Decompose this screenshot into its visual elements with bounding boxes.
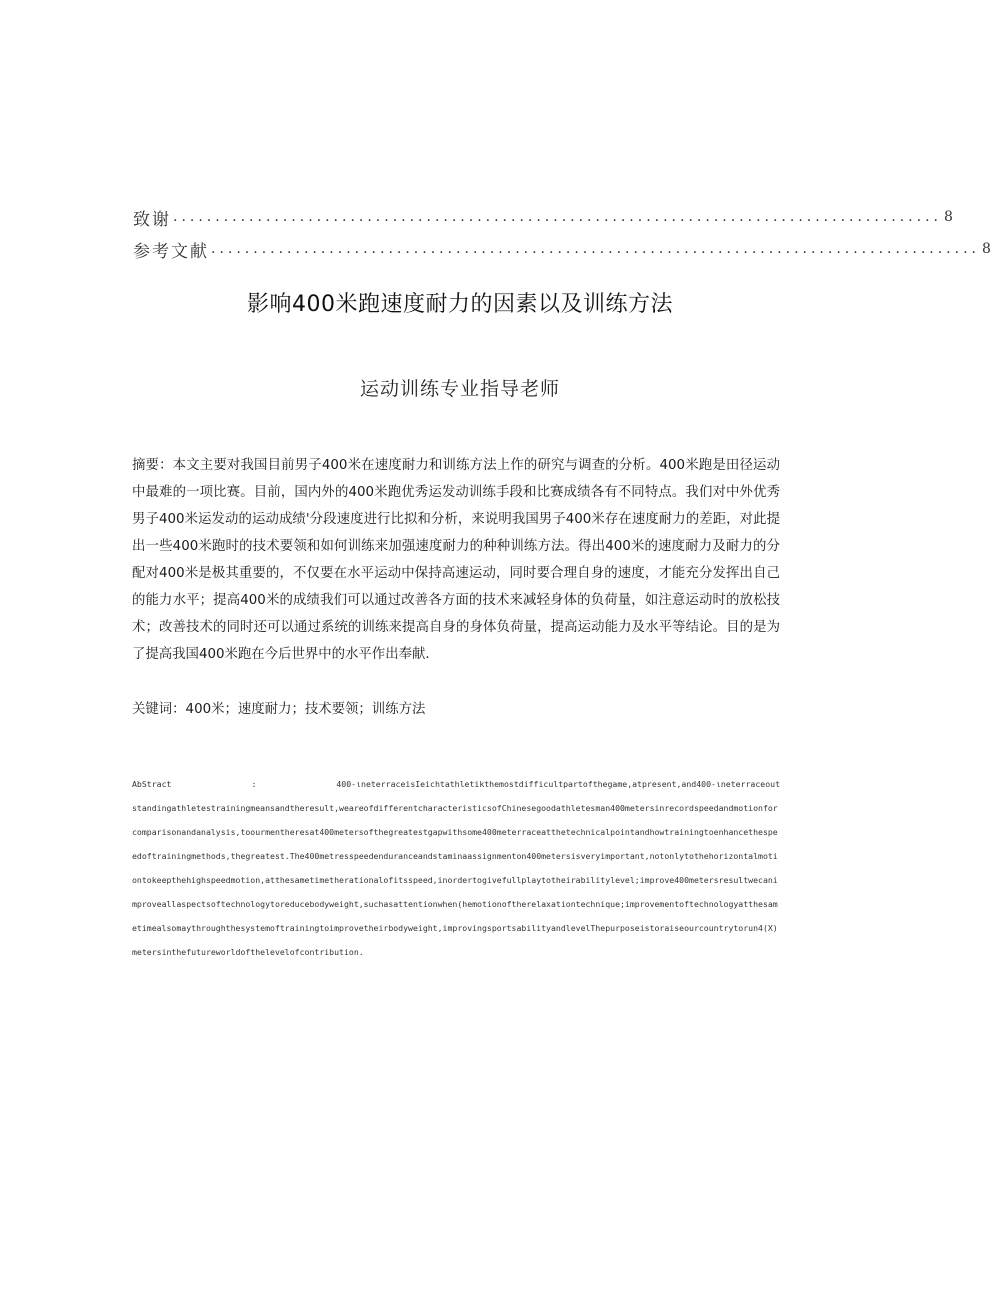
- toc-page-number: 8: [943, 209, 953, 225]
- toc-entry-label: 参考文献: [133, 241, 209, 262]
- english-abstract-label: AbStract: [132, 779, 172, 789]
- toc-leader-dots: ...........................................................................................: [173, 209, 942, 225]
- english-abstract: [132, 772, 780, 964]
- toc-entry-label: 致谢: [133, 209, 171, 230]
- page-subtitle: 运动训练专业指导老师: [359, 378, 560, 400]
- toc-leader-dots: ...........................................................................................: [211, 241, 980, 257]
- keywords-line: 关键词：400米；速度耐力；技术要领；训练方法: [132, 702, 426, 717]
- toc-page-number: 8: [981, 241, 991, 257]
- chinese-abstract: 摘要：本文主要对我国目前男子400米在速度耐力和训练方法上作的研究与调查的分析。400米跑是田径运动中最难的一项比赛。目前，国内外的400米跑优秀运发动训练手段和比赛成绩各有不同特点。我们对中外优秀男子400米运发动的运动成绩'分段速度进行比拟和分析，来说明我国男子400米存在速度耐力的差距，对此提出一些400米跑时的技术要领和如何训练来加强速度耐力的种种训练方法。得出400米的速度耐力及耐力的分配对400米是极其重要的，不仅要在水平运动中保持高速运动，同时要合理自身的速度，才能充分发挥出自己的能力水平；提高400米的成绩我们可以通过改善各方面的技术来减轻身体的负荷量，如注意运动时的放松技术；改善技术的同时还可以通过系统的训练来提高自身的身体负荷量，提高运动能力及水平等结论。目的是为了提高我国400米跑在今后世界中的水平作出奉献.: [132, 458, 780, 662]
- toc-entry-references[interactable]: [133, 236, 991, 262]
- toc-entry-acknowledgements[interactable]: [133, 204, 953, 230]
- english-abstract-colon: :: [251, 779, 257, 789]
- english-abstract-text: 400-ιneterraceisIeichtathletikthemostdifficultpartofthegame,atpresent,and400-ιneterraceoutstandingathletestrainingmeansandtheresult,weareofdifferentcharacteristicsofChinesegoodathletesman400metersinrecordspeedandmotionforcomparisonandanalysis,toourmentheresat400metersofthegreatestgapwithsome400meterraceatthetechnicalpointandhowtrainingtoenhancethespeedoftrainingmethods,thegreatest.The400metresspeedenduranceandstaminaassignmenton400metersisveryimportant,notonlytothehorizontalmotiontokeepthehighspeedmotion,atthesametimetherationalofitsspeed,inordertogivefullplaytotheirabilitylevel;improve400metersresultwecanimproveallaspectsoftechnologytoreducebodyweight,suchasattentionwhen(hemotionoftherelaxationtechnique;improvementoftechnologyatthesametimealsomaythroughthesystemoftrainingtoimprovetheirbodyweight,improvingsportsabilityandlevelThepurposeistoraiseourcountrytorun4(X)metersinthefutureworldofthelevelofcontribution.: [132, 779, 781, 957]
- page-title: 影响400米跑速度耐力的因素以及训练方法: [247, 291, 673, 317]
